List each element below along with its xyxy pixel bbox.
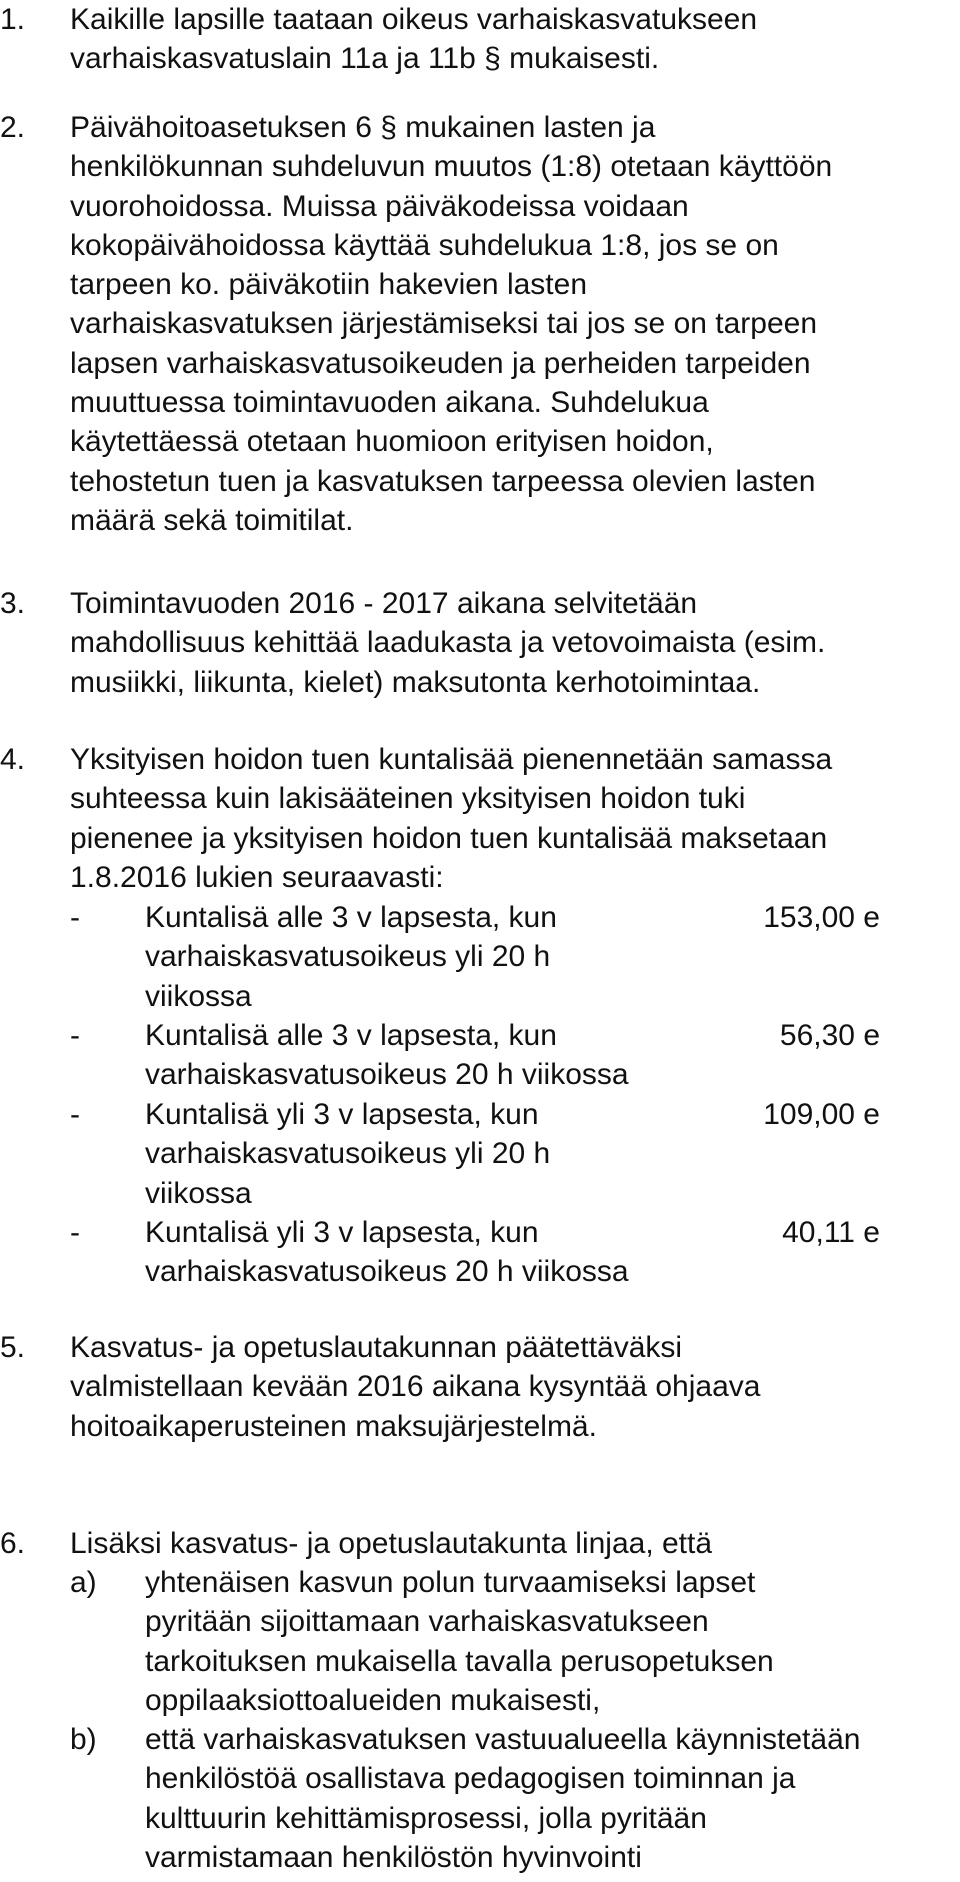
sub-item-label: a) <box>70 1566 97 1599</box>
item-text <box>70 740 960 897</box>
item-number: 6. <box>0 1527 26 1560</box>
item-number: 1. <box>0 3 26 36</box>
text-line: viikossa <box>145 979 252 1013</box>
sub-item-text <box>145 1720 960 1877</box>
supplement-description <box>145 1095 705 1213</box>
text-line: Kuntalisä alle 3 v lapsesta, kun <box>145 901 557 934</box>
supplement-amount: 40,11 e <box>782 1216 880 1249</box>
sub-item-text <box>145 1563 960 1720</box>
text-line: kulttuurin kehittämisprosessi, jolla pyritään <box>145 1801 707 1835</box>
text-line: Toimintavuoden 2016 - 2017 aikana selvitetään <box>70 587 698 620</box>
item-number: 2. <box>0 111 26 144</box>
supplement-amount: 153,00 e <box>763 901 880 934</box>
text-line: tarpeen ko. päiväkotiin hakevien lasten <box>70 268 588 302</box>
text-line: henkilöstöä osallistava pedagogisen toiminnan ja <box>145 1762 796 1796</box>
text-line: varhaiskasvatuslain 11a ja 11b § mukaisesti. <box>70 42 660 76</box>
text-line: määrä sekä toimitilat. <box>70 503 354 537</box>
supplement-description <box>145 1016 705 1095</box>
text-line: tehostetun tuen ja kasvatuksen tarpeessa olevien lasten <box>70 464 816 498</box>
text-line: lapsen varhaiskasvatusoikeuden ja perheiden tarpeiden <box>70 346 811 380</box>
text-line: mahdollisuus kehittää laadukasta ja vetovoimaista (esim. <box>70 626 826 660</box>
text-line: valmistellaan kevään 2016 aikana kysyntää ohjaava <box>70 1370 761 1404</box>
text-line: viikossa <box>145 1176 252 1210</box>
text-line: varhaiskasvatusoikeus yli 20 h <box>145 940 551 974</box>
item-number: 3. <box>0 587 26 620</box>
text-line: Kaikille lapsille taataan oikeus varhaiskasvatukseen <box>70 3 758 36</box>
text-line: vuorohoidossa. Muissa päiväkodeissa voidaan <box>70 189 689 223</box>
text-line: hoitoaikaperusteinen maksujärjestelmä. <box>70 1409 597 1443</box>
text-line: käytettäessä otetaan huomioon erityisen hoidon, <box>70 425 714 459</box>
text-line: 1.8.2016 lukien seuraavasti: <box>70 860 444 894</box>
text-line: Yksityisen hoidon tuen kuntalisää pienennetään samassa <box>70 743 833 776</box>
text-line: Kuntalisä yli 3 v lapsesta, kun <box>145 1098 539 1131</box>
text-line: yhtenäisen kasvun polun turvaamiseksi lapset <box>145 1566 756 1599</box>
text-line: musiikki, liikunta, kielet) maksutonta kerhotoimintaa. <box>70 665 761 699</box>
bullet-dash: - <box>70 1216 80 1249</box>
item-number: 4. <box>0 743 26 776</box>
text-line: varmistamaan henkilöstön hyvinvointi <box>145 1840 642 1874</box>
supplement-amount: 56,30 e <box>779 1019 880 1052</box>
supplement-amount: 109,00 e <box>763 1098 880 1131</box>
item-text <box>70 108 960 540</box>
item-text <box>70 584 960 702</box>
text-line: henkilökunnan suhdeluvun muutos (1:8) otetaan käyttöön <box>70 150 833 184</box>
text-line: varhaiskasvatusoikeus yli 20 h <box>145 1137 551 1171</box>
bullet-dash: - <box>70 1019 80 1052</box>
text-line: muuttuessa toimintavuoden aikana. Suhdelukua <box>70 386 709 420</box>
supplement-description <box>145 1213 705 1292</box>
text-line: Kasvatus- ja opetuslautakunnan päätettäväksi <box>70 1331 683 1364</box>
text-line: kokopäivähoidossa käyttää suhdelukua 1:8, jos se on <box>70 228 779 262</box>
item-text <box>70 0 960 79</box>
text-line: Päivähoitoasetuksen 6 § mukainen lasten ja <box>70 111 656 144</box>
text-line: varhaiskasvatusoikeus 20 h viikossa <box>145 1058 629 1092</box>
text-line: että varhaiskasvatuksen vastuualueella käynnistetään <box>145 1723 861 1756</box>
bullet-dash: - <box>70 1098 80 1131</box>
supplement-description <box>145 898 705 1016</box>
text-line: varhaiskasvatuksen järjestämiseksi tai jos se on tarpeen <box>70 307 818 341</box>
text-line: Kuntalisä yli 3 v lapsesta, kun <box>145 1216 539 1249</box>
text-line: tarkoituksen mukaisella tavalla perusopetuksen <box>145 1644 774 1678</box>
bullet-dash: - <box>70 901 80 934</box>
sub-item-label: b) <box>70 1723 97 1756</box>
item-number: 5. <box>0 1331 26 1364</box>
text-line: varhaiskasvatusoikeus 20 h viikossa <box>145 1255 629 1289</box>
item-text <box>70 1524 960 1563</box>
text-line: Lisäksi kasvatus- ja opetuslautakunta linjaa, että <box>70 1527 713 1560</box>
text-line: pienenee ja yksityisen hoidon tuen kuntalisää maksetaan <box>70 821 828 855</box>
text-line: Kuntalisä alle 3 v lapsesta, kun <box>145 1019 557 1052</box>
text-line: oppilaaksiottoalueiden mukaisesti, <box>145 1683 601 1717</box>
text-line: pyritään sijoittamaan varhaiskasvatukseen <box>145 1605 709 1639</box>
item-text <box>70 1328 960 1446</box>
text-line: suhteessa kuin lakisääteinen yksityisen hoidon tuki <box>70 782 746 816</box>
